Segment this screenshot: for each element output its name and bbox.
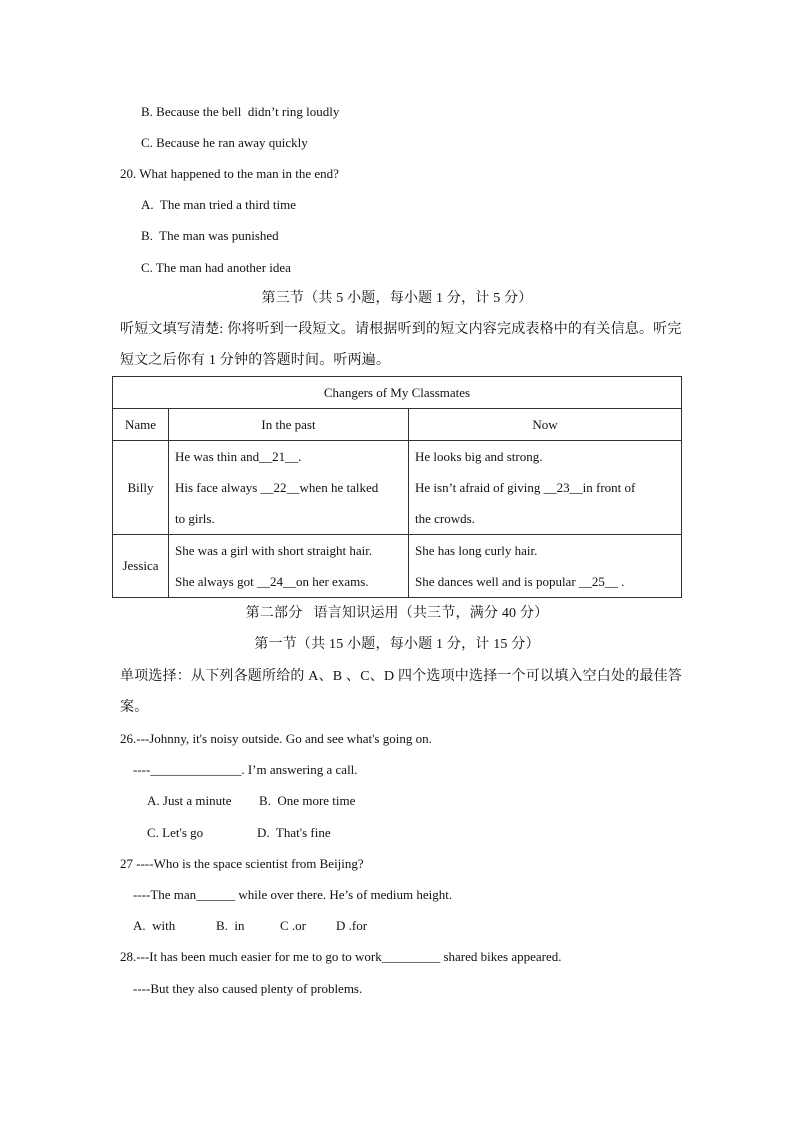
row-name-jessica: Jessica (113, 535, 169, 598)
part2-instruction-line2: 案。 (120, 700, 149, 715)
jessica-past-line1: She was a girl with short straight hair. (175, 543, 373, 558)
q20-option-a: A. The man tried a third time (141, 197, 296, 212)
part2-section1-heading: 第一节（共 15 小题，每小题 1 分，计 15 分） (254, 637, 540, 652)
classmates-changes-table (112, 376, 682, 598)
q26-option-c: C. Let's go (147, 825, 204, 840)
billy-past-cell (169, 441, 409, 535)
q20-option-b: B. The man was punished (141, 228, 279, 243)
q27-option-c: C .or (280, 918, 306, 933)
section3-heading: 第三节（共 5 小题，每小题 1 分，计 5 分） (261, 291, 533, 306)
table-row (113, 441, 682, 535)
billy-now-line2: He isn’t afraid of giving __23__in front of (415, 480, 636, 495)
row-name-billy: Billy (113, 441, 169, 535)
jessica-past-cell (169, 535, 409, 598)
column-header-past: In the past (169, 409, 409, 441)
column-header-name: Name (113, 409, 169, 441)
q26-line2: ----______________. I’m answering a call. (133, 762, 358, 777)
q26-line1: 26.---Johnny, it's noisy outside. Go and see what's going on. (120, 731, 432, 746)
column-header-now: Now (409, 409, 682, 441)
q27-line2: ----The man______ while over there. He’s of medium height. (133, 887, 453, 902)
q26-option-d: D. That's fine (257, 825, 331, 840)
part2-instruction-line1: 单项选择：从下列各题所给的 A、B 、C、D 四个选项中选择一个可以填入空白处的最佳答 (120, 669, 682, 684)
jessica-past-line2: She always got __24__on her exams. (175, 574, 369, 589)
jessica-now-line2: She dances well and is popular __25__ . (415, 574, 625, 589)
part2-heading: 第二部分 语言知识运用（共三节，满分 40 分） (245, 606, 549, 621)
q20-stem: 20. What happened to the man in the end? (120, 166, 339, 181)
billy-past-line2: His face always __22__when he talked (175, 480, 379, 495)
billy-past-line3: to girls. (175, 511, 215, 526)
billy-now-line3: the crowds. (415, 511, 475, 526)
section3-instruction-line1: 听短文填写清楚: 你将听到一段短文。请根据听到的短文内容完成表格中的有关信息。听完 (120, 322, 682, 337)
jessica-now-line1: She has long curly hair. (415, 543, 538, 558)
q26-option-b: B. One more time (259, 793, 356, 808)
q19-option-c: C. Because he ran away quickly (141, 135, 308, 150)
jessica-now-cell (409, 535, 682, 598)
table-title: Changers of My Classmates (113, 377, 682, 409)
billy-now-cell (409, 441, 682, 535)
billy-past-line1: He was thin and__21__. (175, 449, 302, 464)
table-row (113, 535, 682, 598)
q26-option-a: A. Just a minute (147, 793, 232, 808)
q28-line1: 28.---It has been much easier for me to go to work_________ shared bikes appeared. (120, 949, 562, 964)
billy-now-line1: He looks big and strong. (415, 449, 543, 464)
q20-option-c: C. The man had another idea (141, 260, 291, 275)
q27-option-d: D .for (336, 918, 368, 933)
q28-line2: ----But they also caused plenty of problems. (133, 981, 363, 996)
q27-option-b: B. in (216, 918, 245, 933)
section3-instruction-line2: 短文之后你有 1 分钟的答题时间。听两遍。 (120, 353, 391, 368)
q27-option-a: A. with (133, 918, 176, 933)
q27-line1: 27 ----Who is the space scientist from Beijing? (120, 856, 364, 871)
q19-option-b: B. Because the bell didn’t ring loudly (141, 104, 340, 119)
